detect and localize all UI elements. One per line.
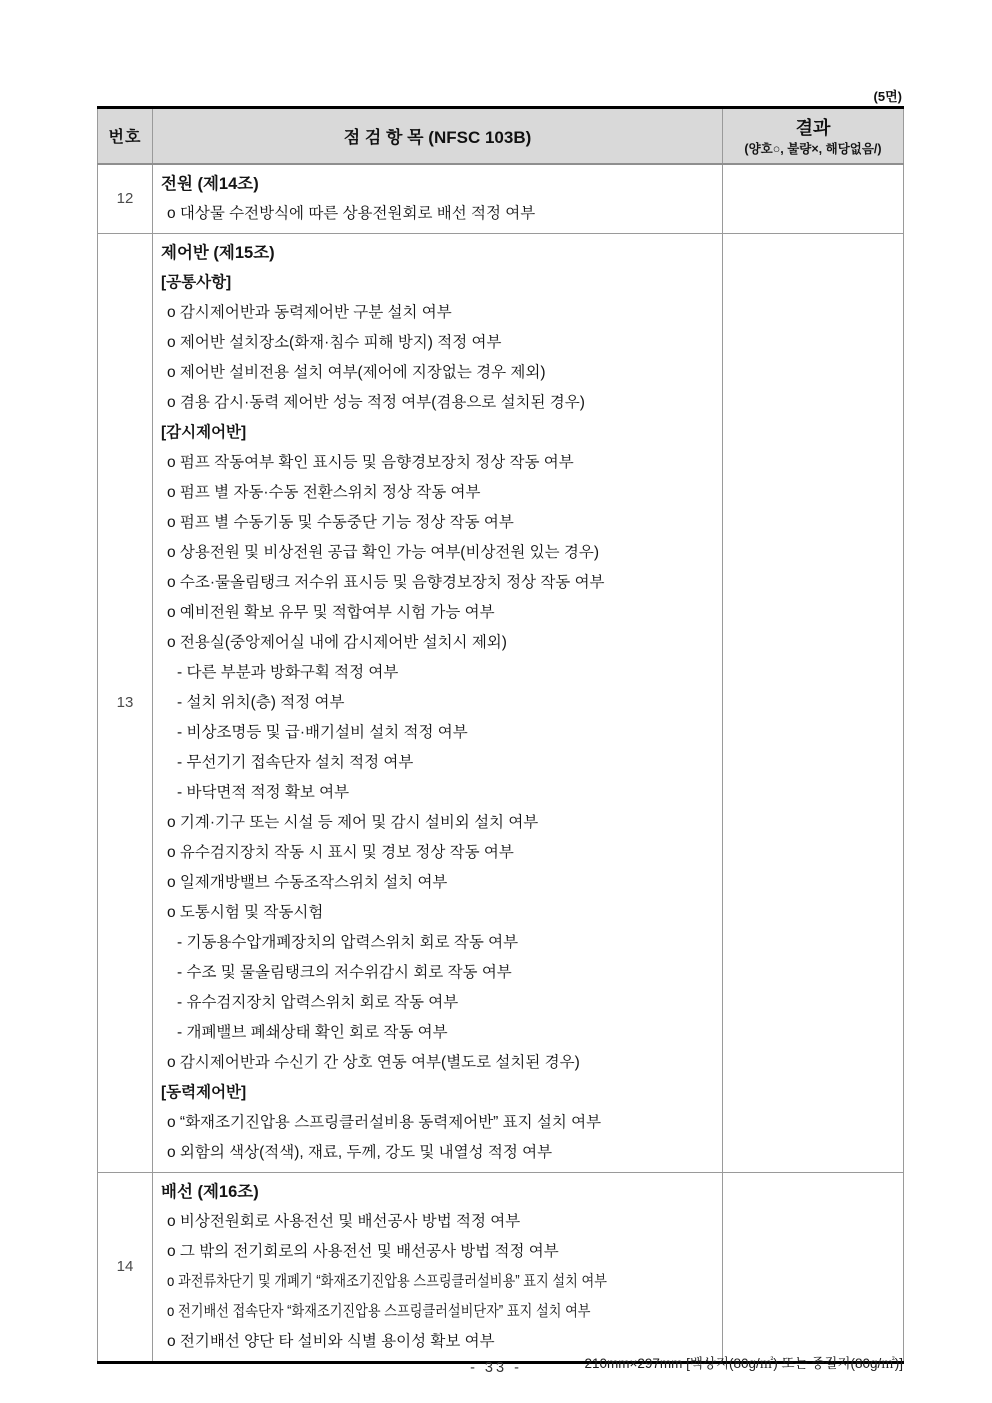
- checklist-line-item: o 전용실(중앙제어실 내에 감시제어반 설치시 제외): [167, 633, 507, 651]
- checklist-line-item: o 그 밖의 전기회로의 사용전선 및 배선공사 방법 적정 여부: [167, 1242, 559, 1260]
- checklist-line-item: o 전기배선 양단 타 설비와 식별 용이성 확보 여부: [167, 1332, 495, 1350]
- header-number-column: 번호: [98, 108, 153, 164]
- checklist-line-item: o 감시제어반과 동력제어반 구분 설치 여부: [167, 303, 452, 321]
- result-cell: [723, 164, 904, 234]
- checklist-line-item: o 과전류차단기 및 개폐기 “화재조기진압용 스프링클러설비용” 표지 설치 여부: [167, 1272, 607, 1290]
- checklist-line-title: 배선 (제16조): [161, 1182, 259, 1201]
- sheet-marker: (5면): [873, 89, 902, 104]
- checklist-line-sub: - 무선기기 접속단자 설치 적정 여부: [177, 753, 414, 771]
- row-number: 14: [98, 1172, 153, 1362]
- page-number: - 33 -: [470, 1360, 522, 1376]
- checklist-line-sub: - 다른 부분과 방화구획 적정 여부: [177, 663, 399, 681]
- row-inspection-items: [153, 164, 723, 234]
- checklist-line-sub: - 바닥면적 적정 확보 여부: [177, 783, 350, 801]
- checklist-line-item: o 제어반 설치장소(화재·침수 피해 방지) 적정 여부: [167, 333, 502, 351]
- checklist-line-item: o 유수검지장치 작동 시 표시 및 경보 정상 작동 여부: [167, 843, 514, 861]
- header-result-subtitle: (양호○, 불량×, 해당없음/): [744, 141, 882, 156]
- checklist-line-item: o 펌프 별 수동기동 및 수동중단 기능 정상 작동 여부: [167, 513, 514, 531]
- checklist-line-item: o 감시제어반과 수신기 간 상호 연동 여부(별도로 설치된 경우): [167, 1053, 580, 1071]
- inspection-checklist-table: [97, 106, 904, 1364]
- checklist-line-sub: - 수조 및 물올림탱크의 저수위감시 회로 작동 여부: [177, 963, 512, 981]
- checklist-line-section: [공통사항]: [161, 273, 232, 291]
- checklist-line-sub: - 개폐밸브 폐쇄상태 확인 회로 작동 여부: [177, 1023, 448, 1041]
- checklist-line-title: 전원 (제14조): [161, 174, 259, 193]
- checklist-line-item: o 겸용 감시·동력 제어반 성능 적정 여부(겸용으로 설치된 경우): [167, 393, 585, 411]
- checklist-line-item: o 예비전원 확보 유무 및 적합여부 시험 가능 여부: [167, 603, 495, 621]
- table-row: [98, 233, 904, 1172]
- paper-spec-note: 210mm×297mm [백상지(80g/㎡) 또는 중질지(80g/㎡)]: [584, 1356, 903, 1371]
- table-row: [98, 1172, 904, 1362]
- result-cell: [723, 233, 904, 1172]
- row-number: 13: [98, 233, 153, 1172]
- header-result-title: 결과: [795, 117, 831, 138]
- row-inspection-items: [153, 1172, 723, 1362]
- table-header-row: [98, 108, 904, 164]
- row-inspection-items: [153, 233, 723, 1172]
- checklist-line-section: [동력제어반]: [161, 1083, 247, 1101]
- checklist-line-sub: - 유수검지장치 압력스위치 회로 작동 여부: [177, 993, 459, 1011]
- table-row: [98, 164, 904, 234]
- checklist-line-item: o 전기배선 접속단자 “화재조기진압용 스프링클러설비단자” 표지 설치 여부: [167, 1302, 591, 1320]
- row-number: 12: [98, 164, 153, 234]
- checklist-line-item: o “화재조기진압용 스프링클러설비용 동력제어반” 표지 설치 여부: [167, 1113, 602, 1131]
- checklist-line-title: 제어반 (제15조): [161, 243, 275, 262]
- checklist-line-item: o 제어반 설비전용 설치 여부(제어에 지장없는 경우 제외): [167, 363, 546, 381]
- header-items-column: 점 검 항 목 (NFSC 103B): [153, 108, 723, 164]
- checklist-line-item: o 대상물 수전방식에 따른 상용전원회로 배선 적정 여부: [167, 204, 536, 222]
- checklist-line-item: o 상용전원 및 비상전원 공급 확인 가능 여부(비상전원 있는 경우): [167, 543, 600, 561]
- checklist-line-item: o 펌프 작동여부 확인 표시등 및 음향경보장치 정상 작동 여부: [167, 453, 574, 471]
- checklist-line-item: o 기계·기구 또는 시설 등 제어 및 감시 설비외 설치 여부: [167, 813, 539, 831]
- checklist-line-item: o 비상전원회로 사용전선 및 배선공사 방법 적정 여부: [167, 1212, 521, 1230]
- checklist-line-sub: - 비상조명등 및 급·배기설비 설치 적정 여부: [177, 723, 468, 741]
- checklist-line-sub: - 설치 위치(층) 적정 여부: [177, 693, 345, 711]
- header-result-column: [723, 108, 904, 164]
- checklist-line-item: o 외함의 색상(적색), 재료, 두께, 강도 및 내열성 적정 여부: [167, 1143, 553, 1161]
- checklist-line-item: o 수조·물올림탱크 저수위 표시등 및 음향경보장치 정상 작동 여부: [167, 573, 605, 591]
- result-cell: [723, 1172, 904, 1362]
- checklist-line-item: o 일제개방밸브 수동조작스위치 설치 여부: [167, 873, 448, 891]
- checklist-line-sub: - 기동용수압개폐장치의 압력스위치 회로 작동 여부: [177, 933, 519, 951]
- checklist-line-item: o 펌프 별 자동·수동 전환스위치 정상 작동 여부: [167, 483, 481, 501]
- checklist-line-section: [감시제어반]: [161, 423, 247, 441]
- checklist-line-item: o 도통시험 및 작동시험: [167, 903, 324, 921]
